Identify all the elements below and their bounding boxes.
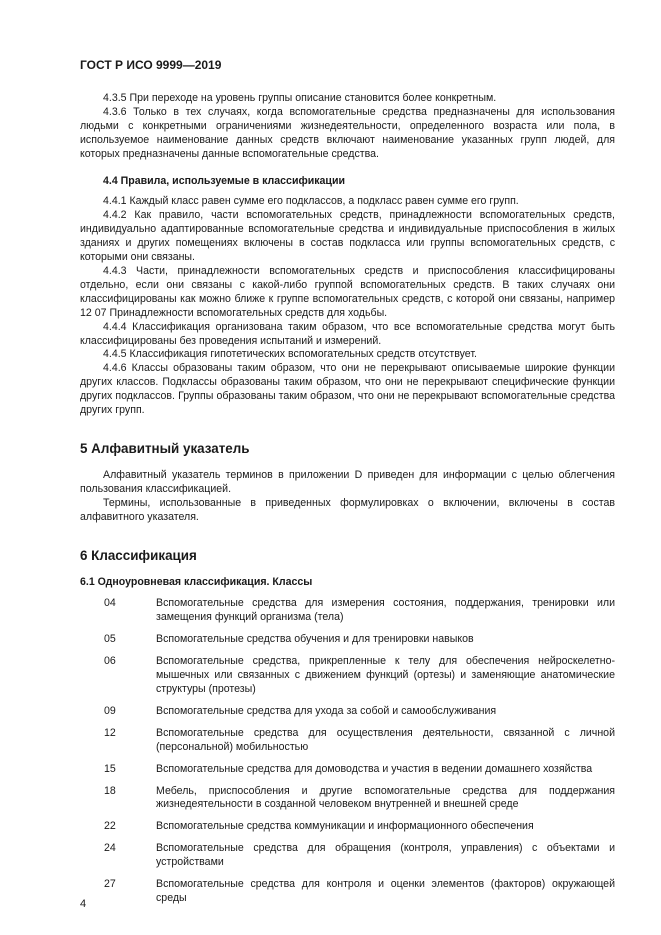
document-body xyxy=(80,92,615,914)
document-header: ГОСТ Р ИСО 9999—2019 xyxy=(80,58,222,72)
class-code: 05 xyxy=(104,633,116,646)
paragraph-4-4-6: 4.4.6 Классы образованы таким образом, что они не перекрывают описываемые широкие функции других классов. Подклассы образованы таким образом, что они не перекрывают специфические функции других подклассов. Группы образованы таким образом, что они не перекрывают вспомогательные средства других групп. xyxy=(80,362,615,417)
class-row xyxy=(80,878,615,906)
class-code: 12 xyxy=(104,726,116,739)
class-row xyxy=(80,763,615,777)
paragraph-5-2: Термины, использованные в приведенных формулировках о включении, включены в состав алфавитного указателя. xyxy=(80,496,615,523)
paragraph-4-4-1: 4.4.1 Каждый класс равен сумме его подклассов, а подкласс равен сумме его групп. xyxy=(103,195,519,208)
class-code: 24 xyxy=(104,842,116,855)
class-description: Мебель, приспособления и другие вспомогательные средства для поддержания жизнедеятельности в созданной человеком внутренней и внешней среде xyxy=(156,784,615,811)
paragraph-4-3-6: 4.3.6 Только в тех случаях, когда вспомогательные средства предназначены для использования людьми с конкретными ограничениями жизнедеятельности, определенного возраста или пола, в используемое наименование данных средств включают наименование указанных групп людей, для которых предназначены данные вспомогательные средства. xyxy=(80,105,615,160)
class-row xyxy=(80,705,615,719)
class-description: Вспомогательные средства обучения и для тренировки навыков xyxy=(156,633,474,646)
class-code: 18 xyxy=(104,784,116,797)
class-description: Вспомогательные средства для осуществления деятельности, связанной с личной (персональной) мобильностью xyxy=(156,726,615,753)
class-code: 22 xyxy=(104,820,116,833)
class-description: Вспомогательные средства для ухода за собой и самообслуживания xyxy=(156,704,497,717)
class-row xyxy=(80,727,615,755)
class-code: 27 xyxy=(104,878,116,891)
paragraph-5-1: Алфавитный указатель терминов в приложении D приведен для информации с целью облегчения пользования классификацией. xyxy=(80,468,615,495)
class-description: Вспомогательные средства для измерения состояния, поддержания, тренировки или замещения функций организма (тела) xyxy=(156,597,615,624)
class-code: 15 xyxy=(104,762,116,775)
section-title-5: 5 Алфавитный указатель xyxy=(80,440,250,456)
class-row xyxy=(80,655,615,697)
subsection-title-4-4: 4.4 Правила, используемые в классификации xyxy=(103,174,345,187)
subsection-title-6-1: 6.1 Одноуровневая классификация. Классы xyxy=(80,575,313,588)
class-row xyxy=(80,633,615,647)
paragraph-4-4-3: 4.4.3 Части, принадлежности вспомогательных средств и приспособления классифицированы отдельно, если они связаны с какой-либо группой вспомогательных средств. В таких случаях они классифицированы как можно ближе к группе вспомогательных средств, с которой они связаны, например 12 07 Принадлежности вспомогательных средств для ходьбы. xyxy=(80,264,615,319)
class-description: Вспомогательные средства, прикрепленные к телу для обеспечения нейроскелетно-мышечных или связанных с движением функций (ортезы) и заменяющие анатомические структуры (протезы) xyxy=(156,655,615,695)
class-code: 09 xyxy=(104,704,116,717)
class-description: Вспомогательные средства для обращения (контроля, управления) с объектами и устройствами xyxy=(156,842,615,869)
paragraph-4-4-5: 4.4.5 Классификация гипотетических вспомогательных средств отсутствует. xyxy=(103,348,477,361)
class-row xyxy=(80,597,615,625)
class-description: Вспомогательные средства для домоводства и участия в ведении домашнего хозяйства xyxy=(156,762,593,775)
class-row xyxy=(80,785,615,813)
class-code: 04 xyxy=(104,597,116,610)
class-description: Вспомогательные средства коммуникации и информационного обеспечения xyxy=(156,820,534,833)
class-row xyxy=(80,820,615,834)
paragraph-4-4-2: 4.4.2 Как правило, части вспомогательных средств, принадлежности вспомогательных средств, индивидуально адаптированные вспомогательные средства и индивидуальные приспособления в жилых зданиях и других помещениях включены в состав подкласса или группы вспомогательных средств, с которыми они связаны. xyxy=(80,209,615,264)
paragraph-4-4-4: 4.4.4 Классификация организована таким образом, что все вспомогательные средства могут быть классифицированы без проведения испытаний и измерений. xyxy=(80,320,615,347)
section-title-6: 6 Классификация xyxy=(80,547,197,563)
paragraph-4-3-5: 4.3.5 При переходе на уровень группы описание становится более конкретным. xyxy=(103,92,497,104)
page-number: 4 xyxy=(80,898,87,910)
class-code: 06 xyxy=(104,655,116,668)
class-description: Вспомогательные средства для контроля и оценки элементов (факторов) окружающей среды xyxy=(156,878,615,904)
class-row xyxy=(80,842,615,870)
